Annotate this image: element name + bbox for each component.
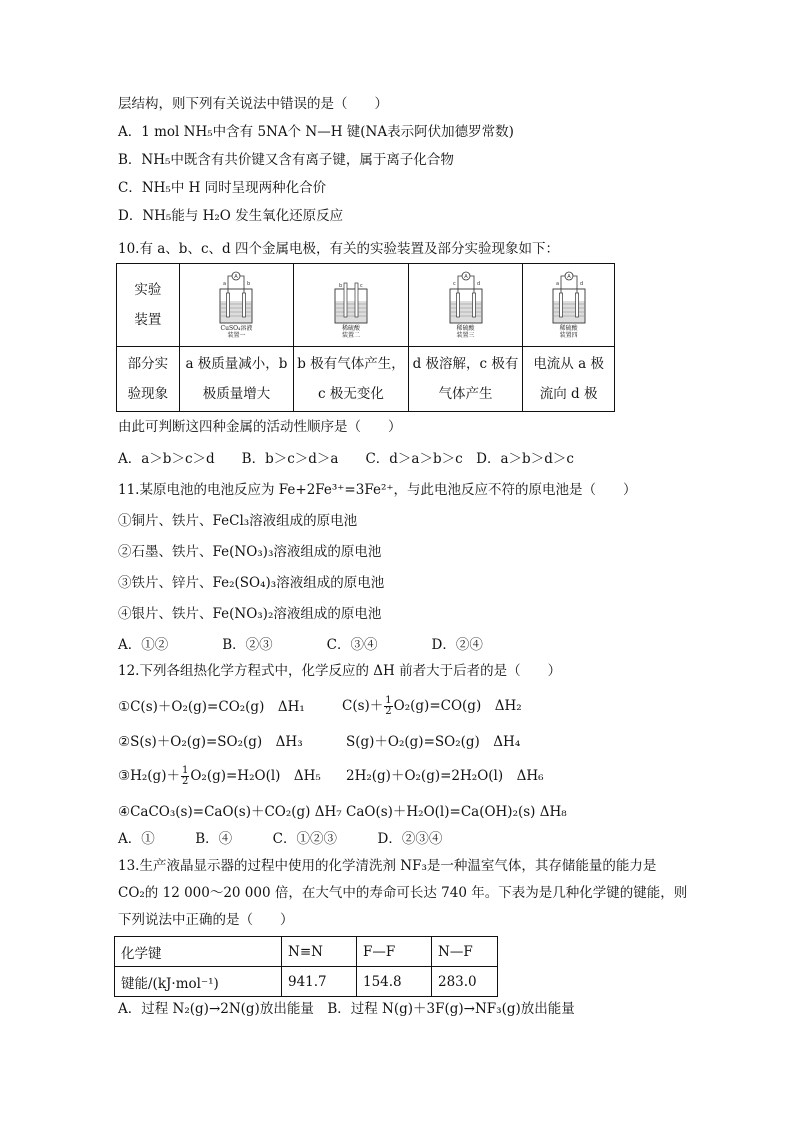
beaker-cell-2-icon	[331, 271, 371, 325]
q9-option-c: C．NH₅中 H 同时呈现两种化合价	[118, 180, 327, 196]
phenomenon-line: b 极有气体产生，	[297, 356, 405, 372]
apparatus-name: 装置二	[341, 332, 360, 339]
galvanic-cell-1-icon	[216, 271, 256, 325]
q12-eq2a: ②S(s)＋O₂(g)=SO₂(g) ΔH₃	[118, 734, 303, 750]
fraction-numerator: 1	[181, 765, 189, 776]
apparatus-cell-3	[408, 264, 523, 347]
header-line: 装置	[134, 312, 162, 328]
electrode-label: d	[579, 281, 583, 287]
fraction	[384, 696, 392, 717]
q10-experiment-table	[116, 263, 615, 412]
q12-eq3a	[118, 758, 321, 794]
table-header: F—F	[357, 937, 432, 967]
q13-stem-line-3: 下列说法中正确的是（ ）	[118, 912, 294, 928]
phenomenon-line: 电流从 a 极	[533, 356, 604, 372]
svg-text:A: A	[463, 274, 468, 280]
electrode-label: b	[247, 281, 251, 287]
q13-bond-energy-table	[114, 936, 498, 997]
galvanic-cell-4-icon	[549, 271, 589, 325]
q12-eq2b: S(g)＋O₂(g)=SO₂(g) ΔH₄	[346, 734, 521, 750]
table-cell: 283.0	[432, 967, 498, 997]
q11-stem: 11.某原电池的电池反应为 Fe+2Fe³⁺=3Fe²⁺，与此电池反应不符的原电池是（ ）	[118, 482, 637, 498]
q12-eq4a: ④CaCO₃(s)=CaO(s)＋CO₂(g) ΔH₇	[118, 804, 342, 820]
q13-options: A．过程 N₂(g)→2N(g)放出能量 B．过程 N(g)＋3F(g)→NF₃(g)放出能量	[118, 1001, 575, 1017]
table-cell: 941.7	[282, 967, 357, 997]
apparatus-name: 装置四	[559, 332, 578, 339]
q12-eq3b: 2H₂(g)＋O₂(g)=2H₂O(l) ΔH₆	[346, 768, 544, 784]
table-row-label: 键能/(kJ·mol⁻¹)	[115, 967, 282, 997]
svg-text:A: A	[566, 274, 571, 280]
phenomenon-cell-3	[408, 347, 523, 412]
q11-item-2: ②石墨、铁片、Fe(NO₃)₃溶液组成的原电池	[118, 544, 382, 560]
apparatus-solution: 稀硫酸	[559, 325, 578, 332]
q10-row1-header	[117, 264, 180, 347]
q9-option-b: B．NH₅中既含有共价键又含有离子键，属于离子化合物	[118, 152, 454, 168]
eq-part: O₂(g)=H₂O(l) ΔH₅	[190, 768, 321, 784]
fraction-denominator: 2	[181, 776, 189, 787]
phenomenon-line: a 极质量减小，b	[185, 356, 288, 372]
apparatus-name: 装置一	[227, 332, 246, 339]
eq-part: O₂(g)=CO(g) ΔH₂	[393, 698, 522, 714]
header-line: 实验	[134, 282, 162, 298]
table-cell: 154.8	[357, 967, 432, 997]
apparatus-solution: CuSO₄溶液	[220, 325, 253, 332]
q11-item-3: ③铁片、锌片、Fe₂(SO₄)₃溶液组成的原电池	[118, 575, 385, 591]
q10-row2-header	[117, 347, 180, 412]
q12-options: A．① B．④ C．①②③ D．②③④	[118, 831, 443, 847]
phenomenon-line: 气体产生	[438, 386, 493, 402]
phenomenon-line: d 极溶解，c 极有	[412, 356, 519, 372]
table-header: N≡N	[282, 937, 357, 967]
q12-eq4b: CaO(s)＋H₂O(l)=Ca(OH)₂(s) ΔH₈	[346, 804, 567, 820]
eq-part: ③H₂(g)＋	[118, 768, 180, 784]
fraction-denominator: 2	[385, 706, 392, 717]
header-line: 验现象	[127, 386, 169, 402]
apparatus-solution: 稀硫酸	[456, 325, 475, 332]
phenomenon-line: c 极无变化	[318, 386, 384, 402]
eq-part: C(s)＋	[342, 698, 384, 714]
q10-question: 由此可判断这四种金属的活动性顺序是（ ）	[118, 419, 402, 435]
electrode-label: d	[476, 281, 480, 287]
electrode-label: c	[452, 281, 456, 287]
apparatus-cell-2	[294, 264, 409, 347]
electrode-label: c	[359, 283, 363, 289]
svg-text:A: A	[234, 274, 239, 280]
q11-options: A．①② B．②③ C．③④ D．②④	[118, 637, 483, 653]
apparatus-solution: 稀硫酸	[341, 325, 360, 332]
phenomenon-cell-2	[294, 347, 409, 412]
phenomenon-line: 极质量增大	[202, 386, 271, 402]
table-header: 化学键	[115, 937, 282, 967]
electrode-label: b	[338, 283, 343, 289]
q9-option-a: A．1 mol NH₅中含有 5NA个 N—H 键(NA表示阿伏加德罗常数)	[118, 124, 514, 140]
q12-stem: 12.下列各组热化学方程式中，化学反应的 ΔH 前者大于后者的是（ ）	[118, 663, 562, 679]
phenomenon-cell-4	[523, 347, 615, 412]
electrode-label: a	[223, 281, 227, 287]
fraction	[181, 766, 189, 787]
electrode-label: a	[555, 281, 559, 287]
q12-eq1b	[342, 688, 522, 724]
q9-option-d: D．NH₅能与 H₂O 发生氧化还原反应	[118, 208, 344, 224]
q9-stem: 层结构，则下列有关说法中错误的是（ ）	[118, 96, 388, 112]
galvanic-cell-3-icon	[446, 271, 486, 325]
q11-item-1: ①铜片、铁片、FeCl₃溶液组成的原电池	[118, 513, 358, 529]
q10-stem: 10.有 a、b、c、d 四个金属电极，有关的实验装置及部分实验现象如下：	[118, 241, 559, 257]
apparatus-name: 装置三	[456, 332, 475, 339]
header-line: 部分实	[127, 356, 169, 372]
apparatus-cell-1	[179, 264, 294, 347]
q11-item-4: ④银片、铁片、Fe(NO₃)₂溶液组成的原电池	[118, 606, 382, 622]
phenomenon-cell-1	[179, 347, 294, 412]
phenomenon-line: 流向 d 极	[539, 386, 598, 402]
table-header: N—F	[432, 937, 498, 967]
q12-eq1a: ①C(s)＋O₂(g)=CO₂(g) ΔH₁	[118, 699, 305, 715]
apparatus-cell-4	[523, 264, 615, 347]
q10-options: A．a＞b＞c＞d B．b＞c＞d＞a C．d＞a＞b＞c D．a＞b＞d＞c	[118, 451, 574, 467]
fraction-numerator: 1	[385, 695, 392, 706]
q13-stem-line-1: 13.生产液晶显示器的过程中使用的化学清洗剂 NF₃是一种温室气体，其存储能量的能力是	[118, 858, 657, 874]
q13-stem-line-2: CO₂的 12 000～20 000 倍，在大气中的寿命可长达 740 年。下表为是几种化学键的键能，则	[118, 885, 688, 901]
